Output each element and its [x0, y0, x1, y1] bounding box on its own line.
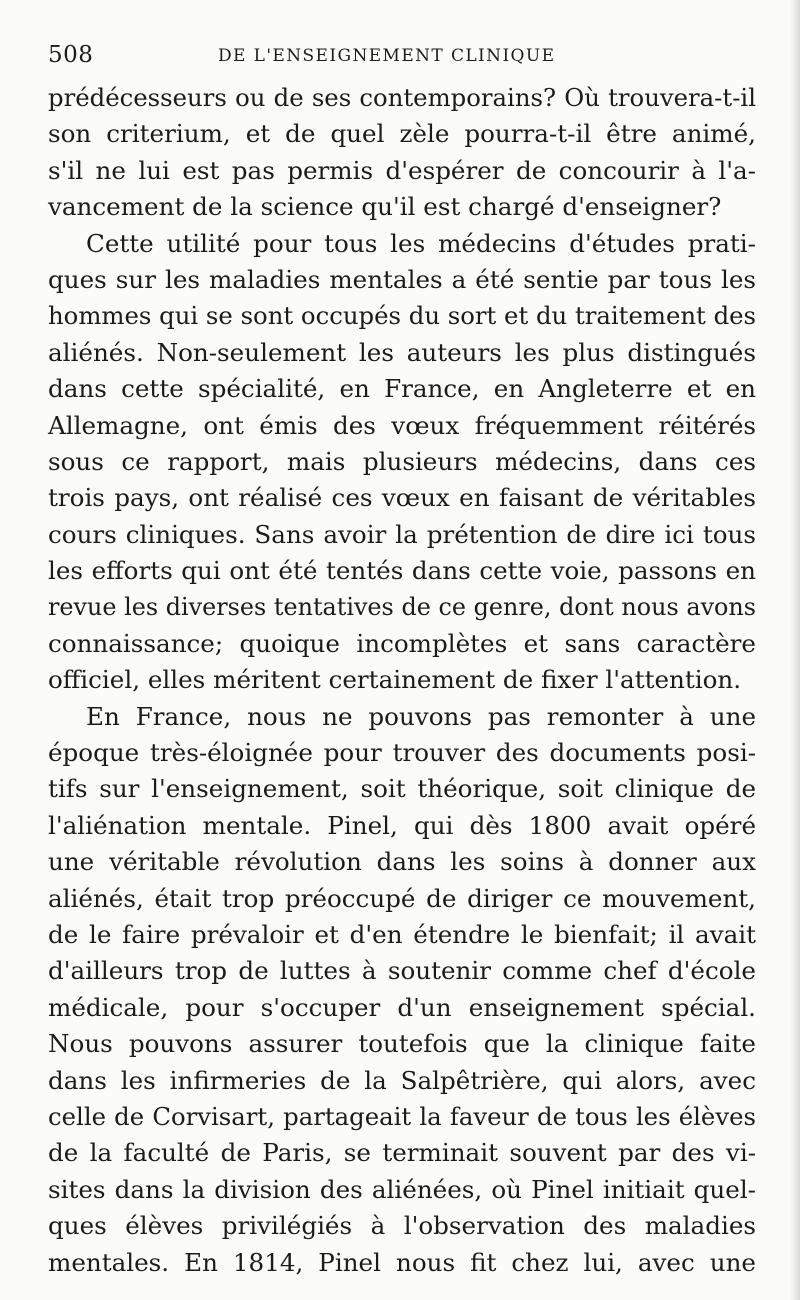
text-line: ques sur les maladies mentales a été sentie par tous les — [48, 264, 756, 294]
text-line: En France, nous ne pouvons pas remonter à une — [86, 701, 756, 731]
text-line: trois pays, ont réalisé ces vœux en faisant de véritables — [48, 483, 756, 513]
text-line: dans les infirmeries de la Salpêtrière, qui alors, avec — [48, 1065, 756, 1095]
text-line: Nous pouvons assurer toutefois que la clinique faite — [48, 1029, 756, 1059]
text-line: médicale, pour s'occuper d'un enseignement spécial. — [48, 992, 756, 1022]
text-line: sous ce rapport, mais plusieurs médecins, dans ces — [48, 446, 756, 476]
text-line: époque très-éloignée pour trouver des documents posi- — [48, 738, 756, 768]
text-line: aliénés. Non-seulement les auteurs les plus distingués — [48, 337, 756, 367]
page-number: 508 — [48, 42, 94, 68]
text-line: de le faire prévaloir et d'en étendre le bienfait; il avait — [48, 919, 756, 949]
text-line: prédécesseurs ou de ses contemporains? Où trouvera-t-il — [48, 83, 756, 112]
text-line: ques élèves privilégiés à l'observation des maladies — [48, 1211, 756, 1241]
text-line: revue les diverses tentatives de ce genre, dont nous avons — [48, 593, 756, 622]
text-line: d'ailleurs trop de luttes à soutenir comme chef d'école — [48, 956, 756, 986]
running-head: DE L'ENSEIGNEMENT CLINIQUE — [218, 46, 556, 66]
text-line: l'aliénation mentale. Pinel, qui dès 1800 avait opéré — [48, 810, 756, 840]
text-line: une véritable révolution dans les soins à donner aux — [48, 847, 756, 877]
text-line: connaissance; quoique incomplètes et sans caractère — [48, 628, 756, 658]
page-edge-shadow — [790, 0, 800, 1300]
text-line: tifs sur l'enseignement, soit théorique, soit clinique de — [48, 774, 756, 804]
text-line: aliénés, était trop préoccupé de diriger ce mouvement, — [48, 883, 756, 913]
text-line: s'il ne lui est pas permis d'espérer de concourir à l'a- — [48, 155, 756, 185]
text-line: mentales. En 1814, Pinel nous fit chez lui, avec une — [48, 1247, 756, 1277]
text-line: celle de Corvisart, partageait la faveur de tous les élèves — [48, 1101, 756, 1131]
text-line: de la faculté de Paris, se terminait souvent par des vi- — [48, 1138, 756, 1168]
body-text — [48, 80, 756, 1281]
text-line: cours cliniques. Sans avoir la prétention de dire ici tous — [48, 519, 756, 549]
text-line: hommes qui se sont occupés du sort et du traitement des — [48, 301, 757, 331]
text-line: les efforts qui ont été tentés dans cette voie, passons en — [48, 556, 756, 586]
text-line: vancement de la science qu'il est chargé d'enseigner? — [48, 192, 722, 222]
text-line: Cette utilité pour tous les médecins d'études prati- — [86, 228, 756, 258]
text-line: Allemagne, ont émis des vœux fréquemment réitérés — [48, 410, 756, 440]
text-line: officiel, elles méritent certainement de fixer l'attention. — [48, 665, 742, 695]
text-line: son criterium, et de quel zèle pourra-t-il être animé, — [48, 119, 756, 149]
page-header — [48, 40, 756, 76]
text-line: dans cette spécialité, en France, en Angleterre et en — [48, 374, 756, 404]
text-line: sites dans la division des aliénées, où Pinel initiait quel- — [48, 1174, 756, 1204]
